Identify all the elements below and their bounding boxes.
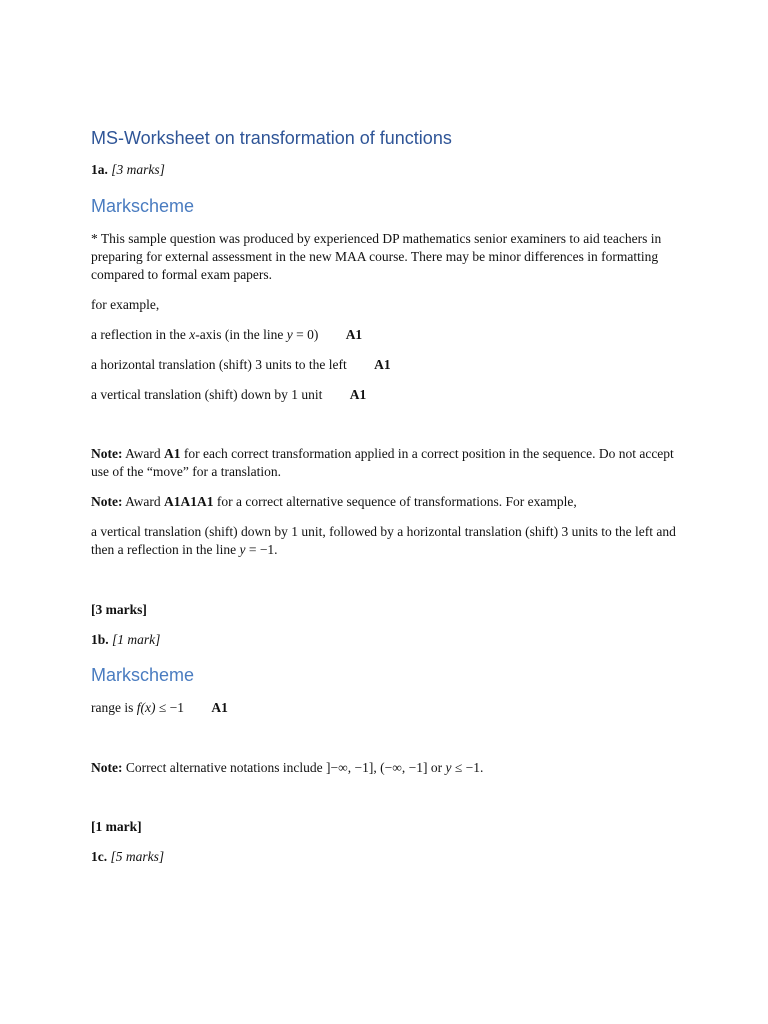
note-3: Note: Correct alternative notations include ]−∞, −1], (−∞, −1] or y ≤ −1.: [91, 760, 484, 775]
for-example-text: for example,: [91, 297, 160, 312]
step-vertical: a vertical translation (shift) down by 1 unit A1: [91, 387, 367, 402]
step-reflection: a reflection in the x-axis (in the line y = 0) A1: [91, 327, 363, 342]
question-marks: [1 mark]: [112, 632, 161, 647]
markscheme-heading: Markscheme: [91, 196, 195, 216]
question-1b: [91, 631, 160, 649]
range-answer: range is f(x) ≤ −1 A1: [91, 700, 228, 715]
note-1: Note: Award A1 for each correct transformation applied in a correct position in the sequence. Do not accept use of the “move” for a translation.: [91, 446, 674, 480]
question-1c: [91, 848, 164, 866]
mark-code: A1: [374, 357, 391, 372]
mark-code: A1: [349, 387, 367, 402]
note-2: Note: Award A1A1A1 for a correct alternative sequence of transformations. For example,: [91, 494, 577, 509]
intro-paragraph: * This sample question was produced by experienced DP mathematics senior examiners to aid teachers in preparing for external assessment in the new MAA course. There may be minor differences in formatting compared to formal exam papers.: [91, 231, 662, 283]
mark-code: A1: [345, 327, 363, 342]
alternative-sequence: a vertical translation (shift) down by 1 unit, followed by a horizontal translation (shift) 3 units to the left and then a reflection in the line y = −1.: [91, 524, 676, 558]
question-marks: [3 marks]: [111, 162, 165, 177]
question-number: 1a.: [91, 162, 108, 177]
question-marks: [5 marks]: [110, 849, 165, 864]
marks-total-1b: [1 mark]: [91, 819, 142, 834]
step-horizontal: a horizontal translation (shift) 3 units to the left A1: [91, 357, 391, 372]
markscheme-heading: Markscheme: [91, 665, 195, 685]
question-number: 1b.: [91, 632, 109, 647]
mark-code: A1: [211, 700, 228, 715]
marks-total-1a: [3 marks]: [91, 602, 147, 617]
question-number: 1c.: [91, 849, 108, 864]
question-1a: [91, 161, 165, 179]
page-title: MS-Worksheet on transformation of functions: [91, 128, 452, 148]
